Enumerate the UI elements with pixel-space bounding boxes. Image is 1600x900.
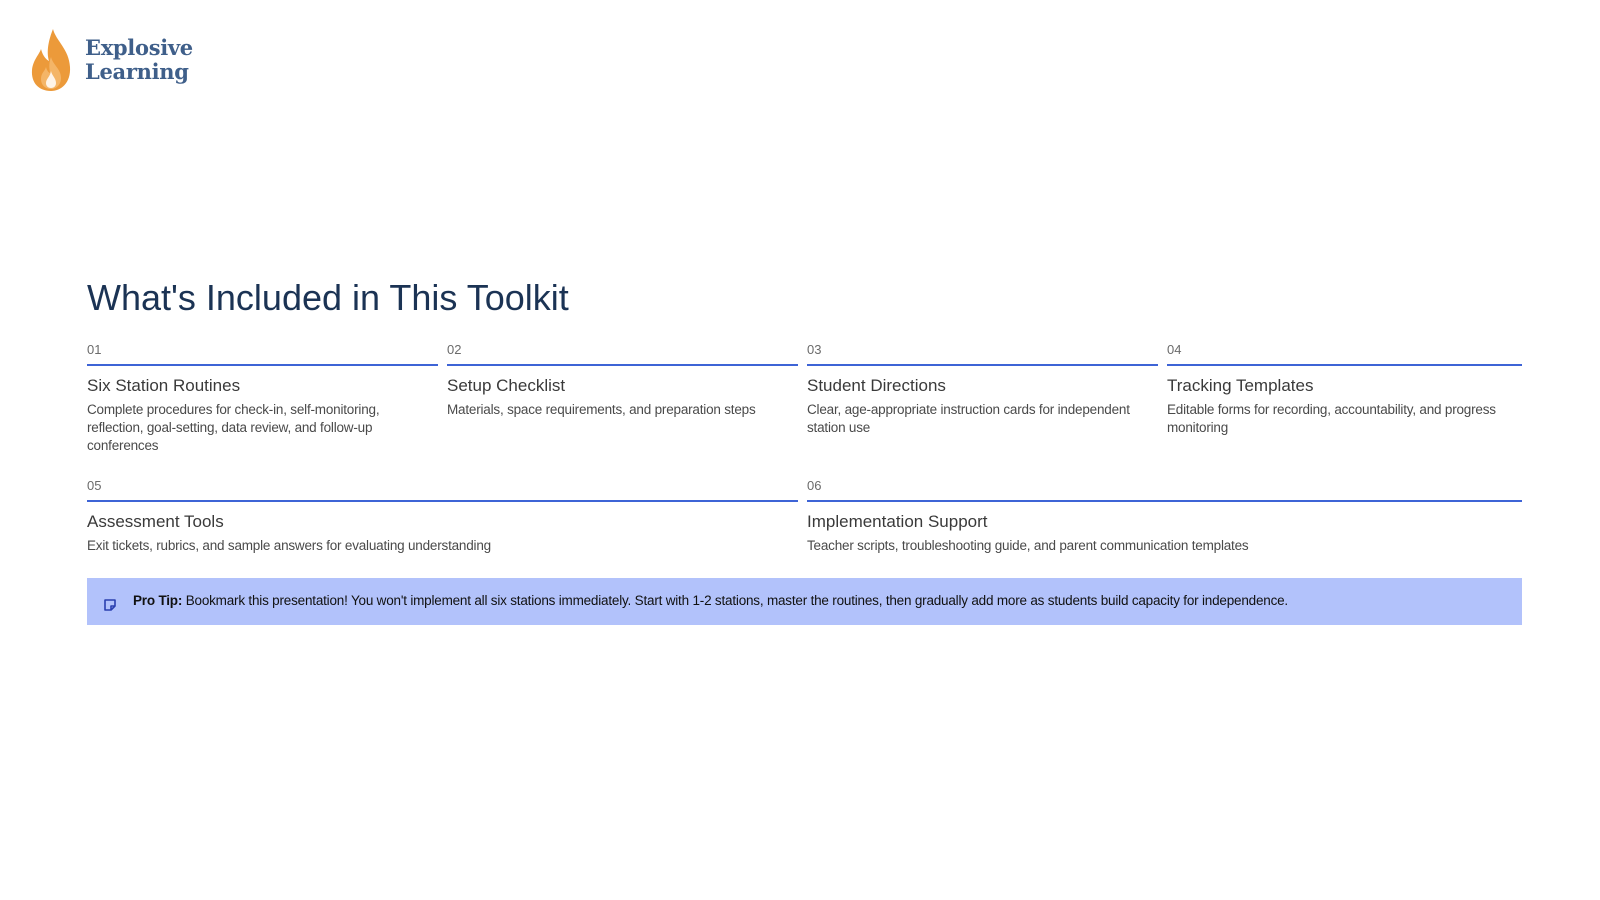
page-title: What's Included in This Toolkit bbox=[87, 277, 569, 318]
toolkit-item-1 bbox=[87, 342, 438, 455]
item-number: 02 bbox=[447, 342, 462, 357]
pro-tip-text bbox=[133, 592, 1288, 610]
sticky-note-icon bbox=[103, 598, 117, 612]
item-title: Setup Checklist bbox=[447, 376, 566, 395]
toolkit-item-5 bbox=[87, 478, 798, 555]
item-number: 03 bbox=[807, 342, 822, 357]
item-divider bbox=[87, 500, 798, 502]
pro-tip-label: Pro Tip: bbox=[133, 593, 183, 608]
logo-line-2: Learning bbox=[85, 59, 189, 84]
toolkit-item-4 bbox=[1167, 342, 1522, 437]
item-divider bbox=[447, 364, 798, 366]
item-title: Assessment Tools bbox=[87, 512, 224, 531]
item-description: Complete procedures for check-in, self-monitoring, reflection, goal-setting, data review, and follow-up conferences bbox=[87, 402, 380, 453]
toolkit-item-2 bbox=[447, 342, 798, 419]
item-description: Materials, space requirements, and preparation steps bbox=[447, 402, 756, 417]
item-title: Six Station Routines bbox=[87, 376, 241, 395]
logo-text bbox=[85, 36, 193, 84]
pro-tip-callout bbox=[87, 578, 1522, 625]
item-description: Exit tickets, rubrics, and sample answers for evaluating understanding bbox=[87, 538, 491, 553]
item-description: Editable forms for recording, accountability, and progress monitoring bbox=[1167, 402, 1496, 435]
item-number: 06 bbox=[807, 478, 822, 493]
item-description: Clear, age-appropriate instruction cards for independent station use bbox=[807, 402, 1130, 435]
flame-icon bbox=[29, 27, 73, 93]
item-divider bbox=[807, 500, 1522, 502]
item-title: Tracking Templates bbox=[1167, 376, 1314, 395]
item-description: Teacher scripts, troubleshooting guide, and parent communication templates bbox=[807, 538, 1249, 553]
item-title: Implementation Support bbox=[807, 512, 988, 531]
logo-line-1: Explosive bbox=[85, 35, 193, 60]
item-divider bbox=[807, 364, 1158, 366]
item-title: Student Directions bbox=[807, 376, 946, 395]
logo bbox=[29, 27, 193, 93]
item-number: 05 bbox=[87, 478, 102, 493]
item-divider bbox=[87, 364, 438, 366]
item-divider bbox=[1167, 364, 1522, 366]
item-number: 04 bbox=[1167, 342, 1182, 357]
toolkit-item-6 bbox=[807, 478, 1522, 555]
toolkit-item-3 bbox=[807, 342, 1158, 437]
pro-tip-body: Bookmark this presentation! You won't implement all six stations immediately. Start with 1-2 stations, master the routines, then gradually add more as students build capacity for independence. bbox=[182, 593, 1288, 608]
item-number: 01 bbox=[87, 342, 102, 357]
